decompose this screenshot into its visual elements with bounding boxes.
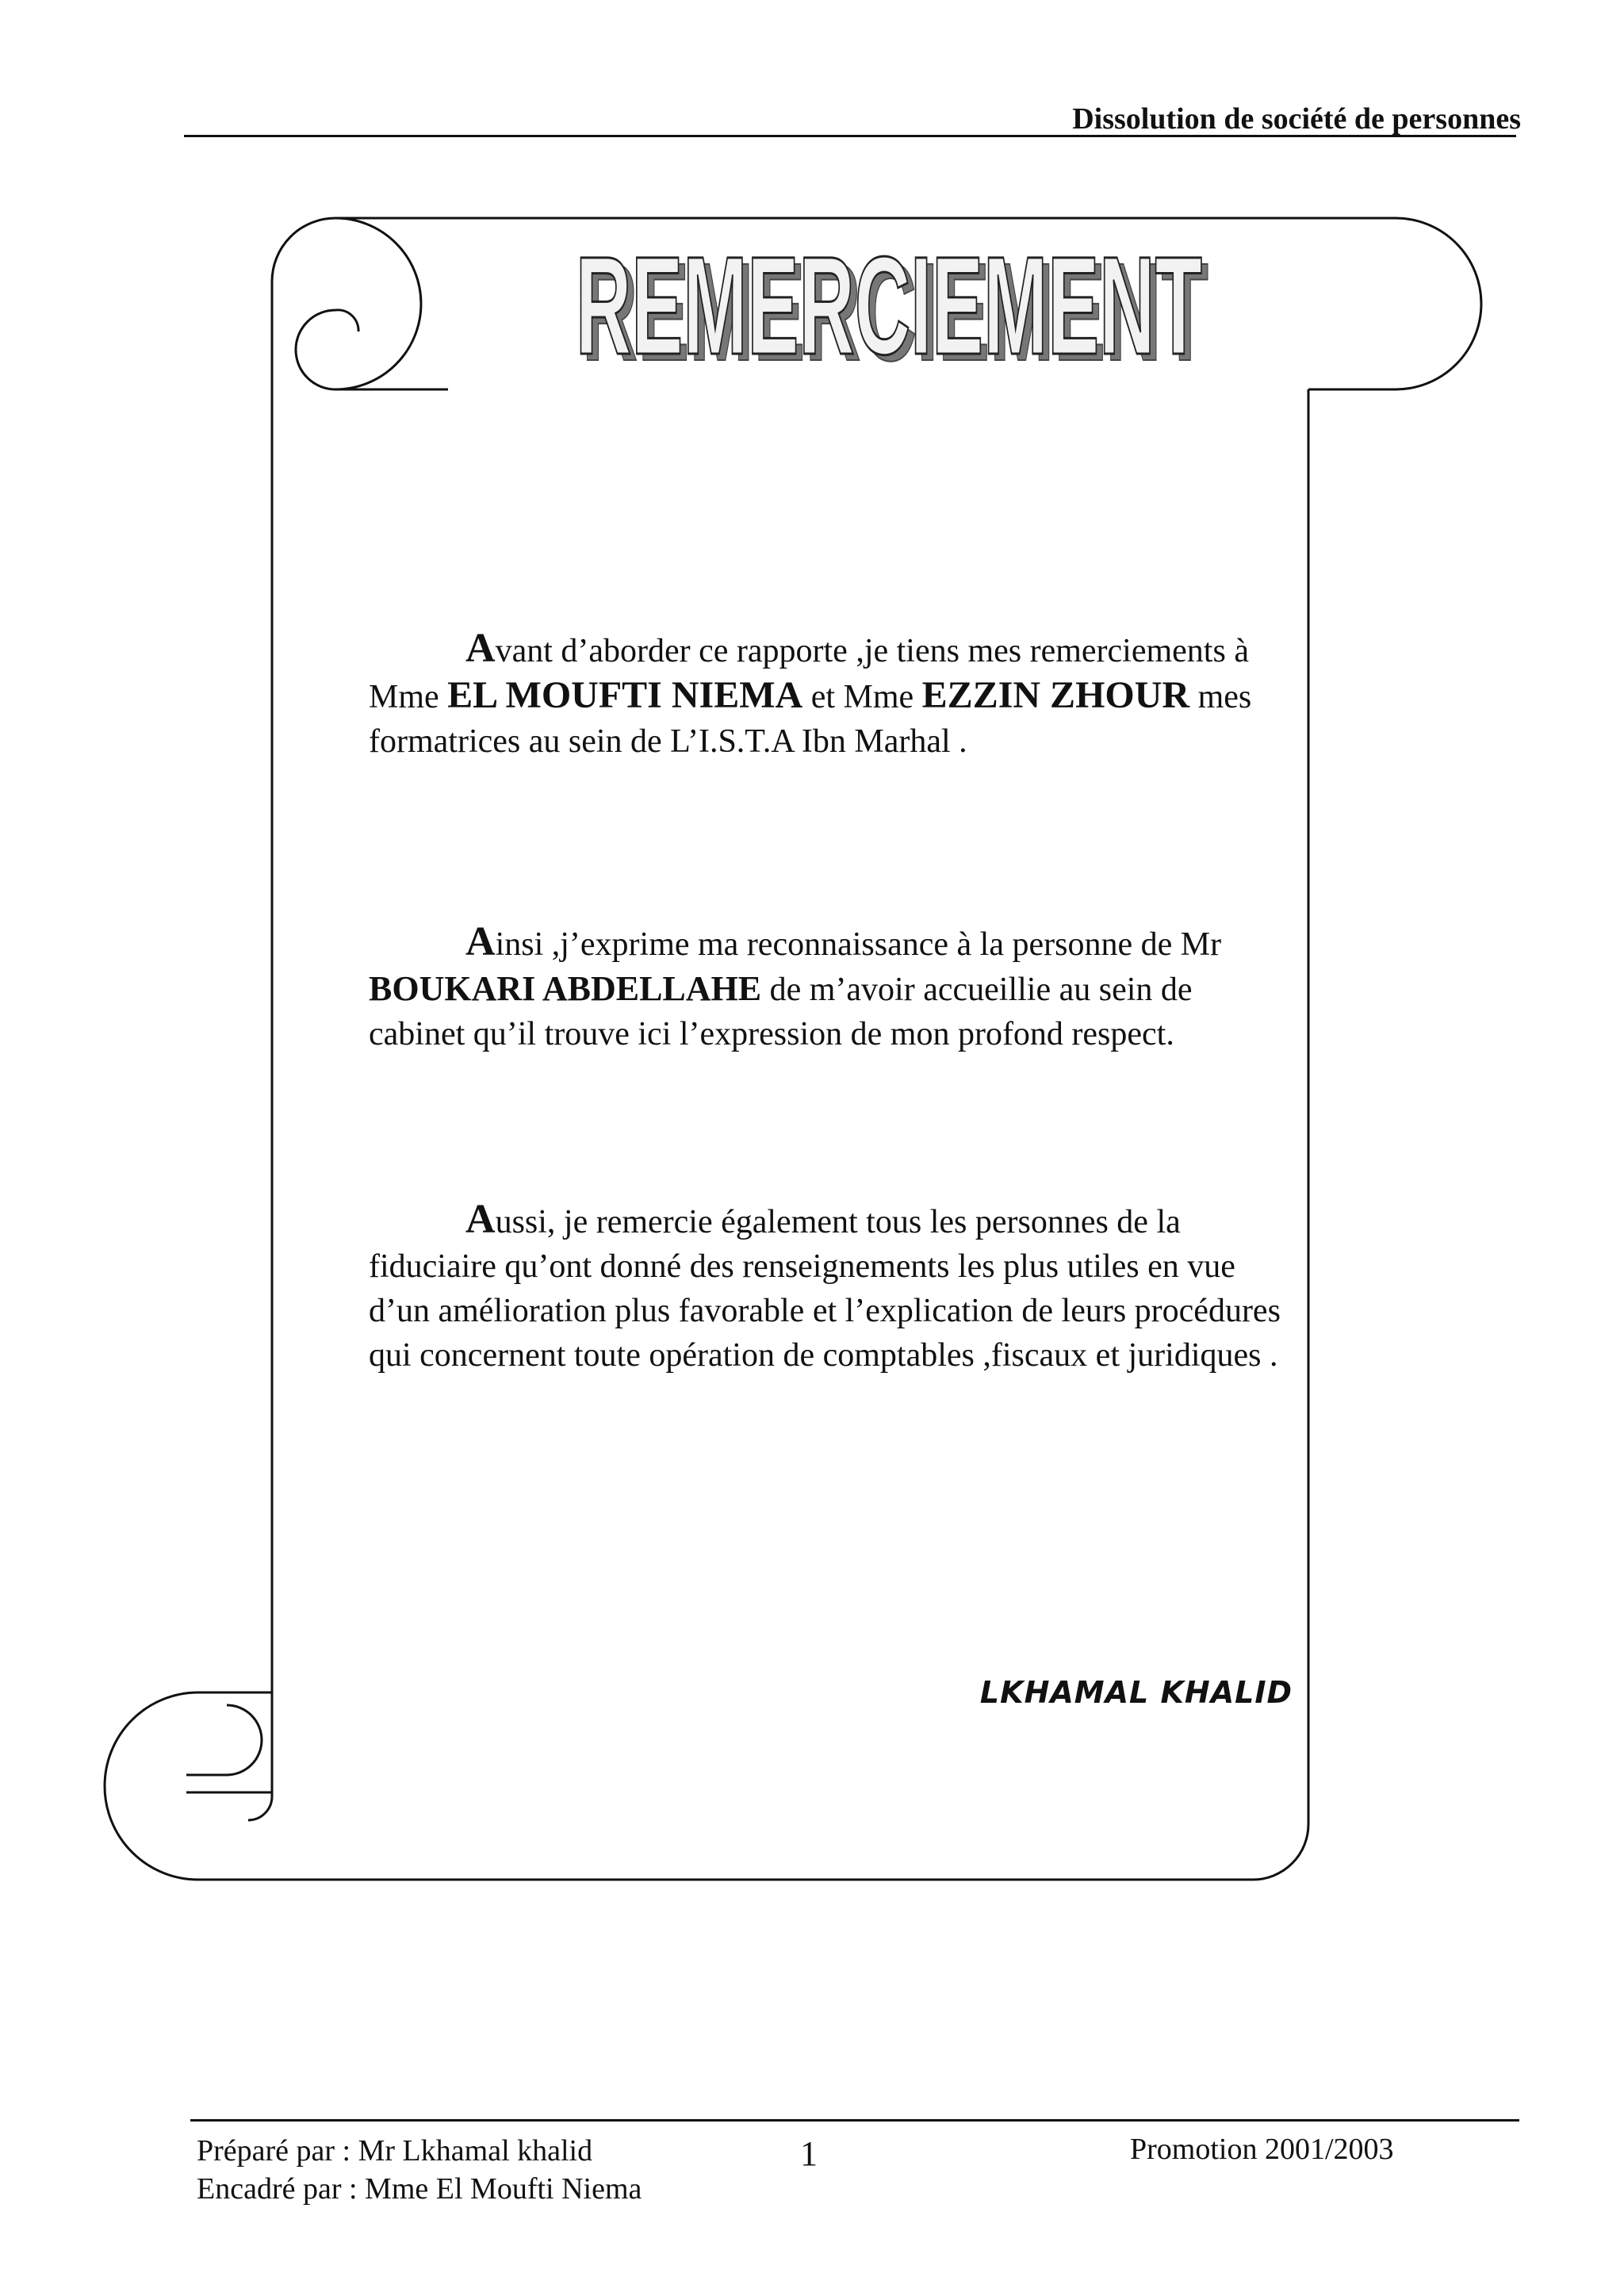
- paragraph-text: ussi, je remercie également tous les personnes de la fiduciaire qu’ont donné des renseignements les plus utiles en vue d’un amélioration plus favorable et l’explication de leurs procédures qui concernent toute opération de comptables ,fiscaux et juridiques .: [369, 1204, 1281, 1374]
- thanks-paragraph-3: [369, 1198, 1297, 1378]
- scroll-bottom-left-curl: [105, 1692, 272, 1880]
- thanks-paragraph-1: [369, 627, 1297, 764]
- dropcap: A: [465, 1197, 496, 1242]
- paragraph-text: vant d’aborder ce rapporte ,je tiens mes remerciements à Mme: [369, 633, 1249, 715]
- author-signature: LKHAMAL KHALID: [979, 1675, 1293, 1710]
- scroll-sheet-right-edge: [198, 389, 1308, 1880]
- scroll-bottom-left-curl-inner: [248, 1729, 272, 1820]
- prepared-by: Préparé par : Mr Lkhamal khalid: [197, 2134, 593, 2168]
- paragraph-text: insi ,j’exprime ma reconnaissance à la personne de Mr: [495, 926, 1222, 963]
- person-name: EZZIN ZHOUR: [921, 674, 1190, 716]
- supervised-by: Encadré par : Mme El Moufti Niema: [197, 2172, 642, 2206]
- remerciement-heading-text: REMERCIEMENT: [576, 238, 1202, 381]
- person-name: EL MOUFTI NIEMA: [447, 674, 803, 716]
- dropcap: A: [465, 919, 496, 964]
- remerciement-heading-art: [567, 238, 1217, 381]
- footer-credits: [197, 2132, 642, 2208]
- thanks-paragraph-2: [369, 920, 1297, 1056]
- page-header-title: Dissolution de société de personnes: [1072, 102, 1521, 136]
- person-name: BOUKARI ABDELLAHE: [369, 969, 762, 1008]
- paragraph-text: de m’avoir accueillie au sein de cabinet qu’il trouve ici l’expression de mon profond respect.: [369, 972, 1193, 1052]
- page-number: 1: [800, 2134, 818, 2173]
- scroll-top-left-curl: [296, 218, 448, 389]
- footer-rule: [190, 2119, 1519, 2122]
- promotion-label: Promotion 2001/2003: [1130, 2133, 1394, 2166]
- remerciement-heading-shadow: REMERCIEMENT: [582, 238, 1208, 381]
- paragraph-text: mes formatrices au sein de L’I.S.T.A Ibn Marhal .: [369, 679, 1252, 760]
- dropcap: A: [465, 626, 496, 671]
- paragraph-text: et Mme: [802, 679, 922, 715]
